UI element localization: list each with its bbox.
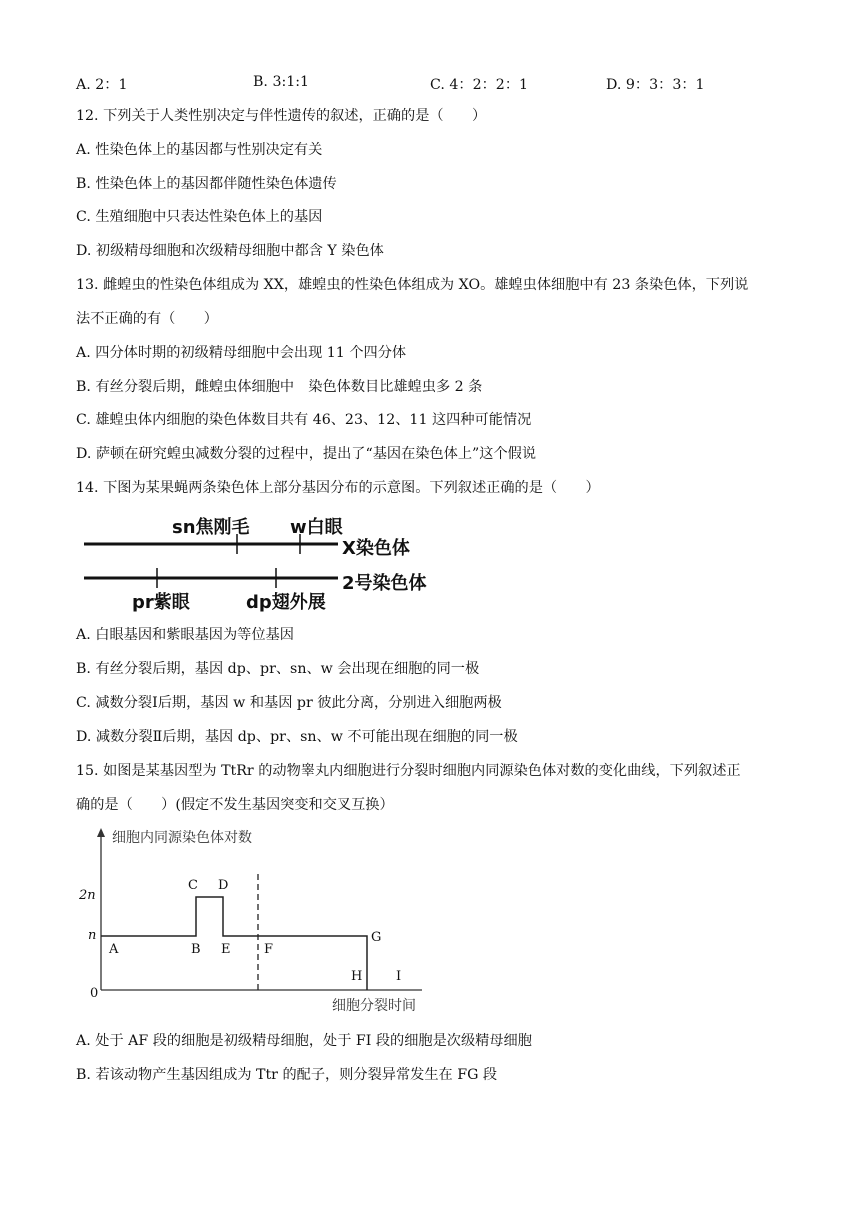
y-axis-arrow xyxy=(97,828,105,837)
q13-option-a: A. 四分体时期的初级精母细胞中会出现 11 个四分体 xyxy=(76,345,407,361)
point-g: G xyxy=(371,930,382,945)
y-axis-label: 细胞内同源染色体对数 xyxy=(112,830,252,846)
q13-stem-line2: 法不正确的有（ ） xyxy=(76,311,218,327)
gene-sn-label: sn焦刚毛 xyxy=(172,517,250,538)
q11-option-d: D. 9：3：3：1 xyxy=(606,77,705,93)
q12-option-d: D. 初级精母细胞和次级精母细胞中都含 Y 染色体 xyxy=(76,243,384,259)
point-a: A xyxy=(109,942,119,957)
point-i: I xyxy=(396,969,402,984)
point-c: C xyxy=(188,878,198,893)
q12-option-a: A. 性染色体上的基因都与性别决定有关 xyxy=(76,142,323,158)
q15-option-a: A. 处于 AF 段的细胞是初级精母细胞，处于 FI 段的细胞是次级精母细胞 xyxy=(76,1033,532,1049)
y-tick-2n: 2n xyxy=(79,888,96,903)
q13-option-d: D. 萨顿在研究蝗虫减数分裂的过程中，提出了“基因在染色体上”这个假说 xyxy=(76,446,537,462)
q12-option-c: C. 生殖细胞中只表达性染色体上的基因 xyxy=(76,209,323,225)
gene-pr-label: pr紫眼 xyxy=(132,592,190,613)
point-f: F xyxy=(264,942,274,957)
q13-stem-line1: 13. 雌蝗虫的性染色体组成为 XX，雄蝗虫的性染色体组成为 XO。雄蝗虫体细胞中有 23 条染色体，下列说 xyxy=(76,277,749,293)
gene-dp-label: dp翅外展 xyxy=(246,592,326,613)
homolog-pairs-curve xyxy=(101,897,367,990)
point-h: H xyxy=(351,969,363,984)
q15-stem-line2: 确的是（ ）(假定不发生基因突变和交叉互换） xyxy=(76,797,394,813)
q14-stem: 14. 下图为某果蝇两条染色体上部分基因分布的示意图。下列叙述正确的是（ ） xyxy=(76,480,600,496)
q14-option-d: D. 减数分裂Ⅱ后期，基因 dp、pr、sn、w 不可能出现在细胞的同一极 xyxy=(76,729,518,745)
y-tick-n: n xyxy=(88,928,97,943)
q11-option-a: A. 2：1 xyxy=(76,77,128,93)
q14-option-c: C. 减数分裂Ⅰ后期，基因 w 和基因 pr 彼此分离，分别进入细胞两极 xyxy=(76,695,502,711)
y-tick-0: 0 xyxy=(90,986,99,1001)
q13-option-b: B. 有丝分裂后期，雌蝗虫体细胞中 染色体数目比雄蝗虫多 2 条 xyxy=(76,379,483,395)
chromosome-2-label: 2号染色体 xyxy=(342,573,427,594)
x-axis-label: 细胞分裂时间 xyxy=(332,998,416,1014)
q15-graph-figure xyxy=(76,824,436,1024)
q15-option-b: B. 若该动物产生基因组成为 Ttr 的配子，则分裂异常发生在 FG 段 xyxy=(76,1067,498,1083)
x-chromosome-label: X染色体 xyxy=(342,538,410,559)
q11-option-c: C. 4：2：2：1 xyxy=(430,77,529,93)
q13-option-c: C. 雄蝗虫体内细胞的染色体数目共有 46、23、12、11 这四种可能情况 xyxy=(76,412,532,428)
point-e: E xyxy=(221,942,231,957)
point-b: B xyxy=(191,942,201,957)
gene-w-label: w白眼 xyxy=(290,517,343,538)
q15-stem-line1: 15. 如图是某基因型为 TtRr 的动物睾丸内细胞进行分裂时细胞内同源染色体对数的变化曲线，下列叙述正 xyxy=(76,763,741,779)
q14-option-a: A. 白眼基因和紫眼基因为等位基因 xyxy=(76,627,294,643)
q12-option-b: B. 性染色体上的基因都伴随性染色体遗传 xyxy=(76,176,337,192)
q11-option-b: B. 3:1:1 xyxy=(253,74,310,90)
homolog-pairs-graph xyxy=(76,824,436,1024)
q14-option-b: B. 有丝分裂后期，基因 dp、pr、sn、w 会出现在细胞的同一极 xyxy=(76,661,480,677)
point-d: D xyxy=(218,878,229,893)
q14-chromosome-figure xyxy=(80,508,450,614)
q12-stem: 12. 下列关于人类性别决定与伴性遗传的叙述，正确的是（ ） xyxy=(76,108,487,124)
